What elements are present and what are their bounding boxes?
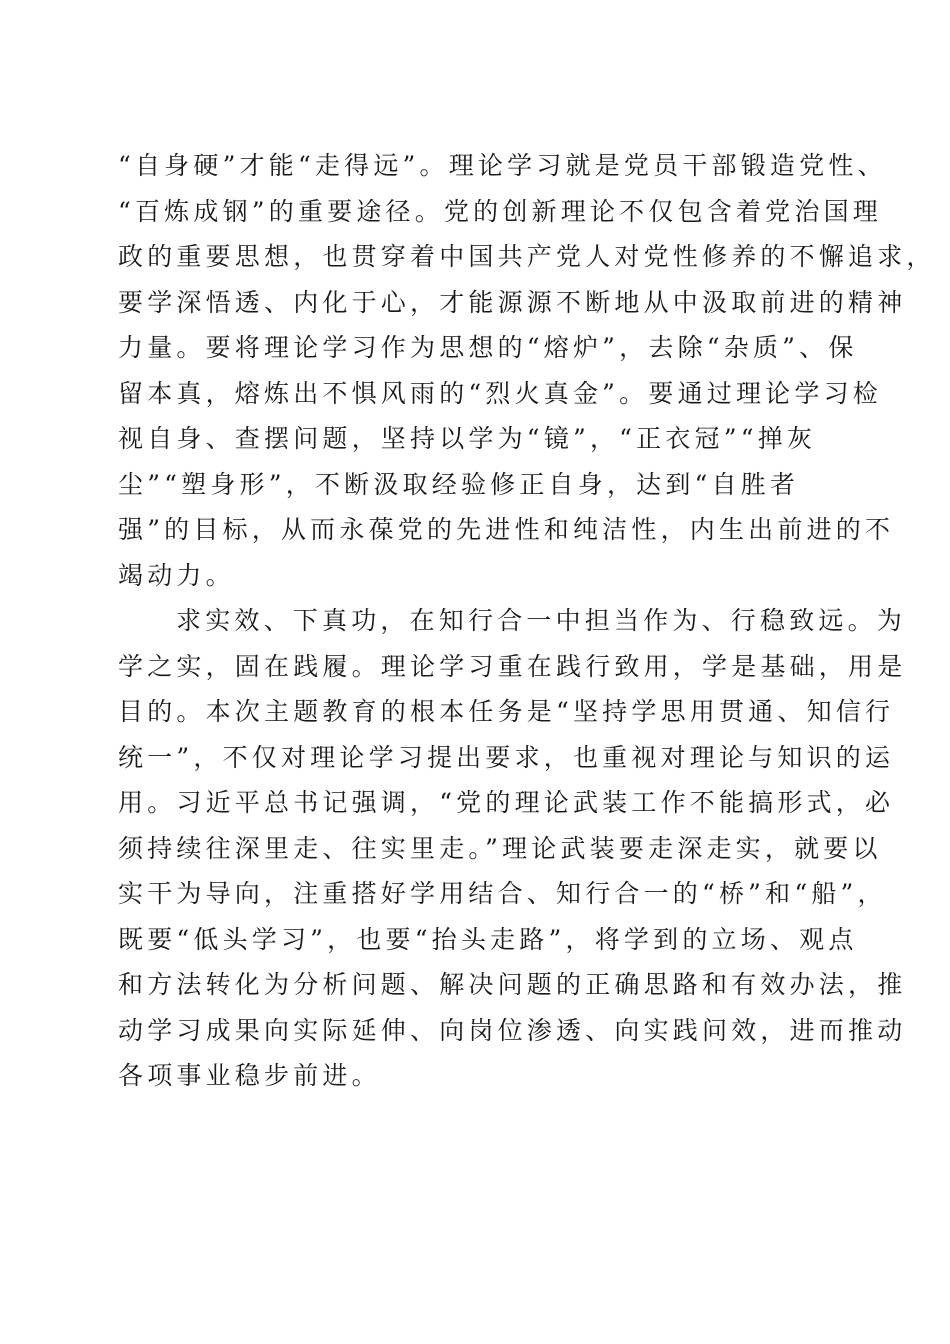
paragraph-line: 各项事业稳步前进。 [118, 1061, 381, 1090]
paragraph-line: 政的重要思想，也贯穿着中国共产党人对党性修养的不懈追求， [118, 242, 936, 271]
document-body [118, 143, 936, 1099]
paragraph-line: 实干为导向，注重搭好学用结合、知行合一的“桥”和“船”， [118, 879, 887, 908]
paragraph-line: “自身硬”才能“走得远”。理论学习就是党员干部锻造党性、 [118, 151, 887, 180]
paragraph-line: 要学深悟透、内化于心，才能源源不断地从中汲取前进的精神 [118, 287, 907, 317]
paragraph-1 [118, 143, 936, 598]
paragraph-line: 和方法转化为分析问题、解决问题的正确思路和有效办法，推 [118, 970, 907, 999]
paragraph-line: 既要“低头学习”，也要“抬头走路”，将学到的立场、观点 [118, 924, 858, 954]
paragraph-line: 强”的目标，从而永葆党的先进性和纯洁性，内生出前进的不 [118, 515, 895, 544]
paragraph-line: “百炼成钢”的重要途径。党的创新理论不仅包含着党治国理 [118, 196, 882, 226]
paragraph-line: 留本真，熔炼出不惧风雨的“烈火真金”。要通过理论学习检 [118, 378, 882, 408]
paragraph-line: 尘”“塑身形”，不断汲取经验修正自身，达到“自胜者 [118, 469, 800, 499]
paragraph-line: 统一”，不仅对理论学习提出要求，也重视对理论与知识的运 [118, 742, 895, 772]
paragraph-2 [118, 598, 907, 1099]
paragraph-line: 力量。要将理论学习作为思想的“熔炉”，去除“杂质”、保 [118, 333, 858, 362]
paragraph-line: 求实效、下真功，在知行合一中担当作为、行稳致远。为 [176, 606, 907, 635]
paragraph-line: 动学习成果向实际延伸、向岗位渗透、向实践问效，进而推动 [118, 1015, 907, 1045]
paragraph-line: 视自身、查摆问题，坚持以学为“镜”，“正衣冠”“掸灰 [118, 424, 817, 453]
paragraph-line: 学之实，固在践履。理论学习重在践行致用，学是基础，用是 [118, 651, 907, 681]
paragraph-line: 须持续往深里走、往实里走。”理论武装要走深走实，就要以 [118, 833, 882, 863]
paragraph-line: 目的。本次主题教育的根本任务是“坚持学思用贯通、知信行 [118, 697, 895, 726]
paragraph-line: 竭动力。 [118, 560, 235, 590]
paragraph-line: 用。习近平总书记强调，“党的理论武装工作不能搞形式，必 [118, 788, 895, 817]
